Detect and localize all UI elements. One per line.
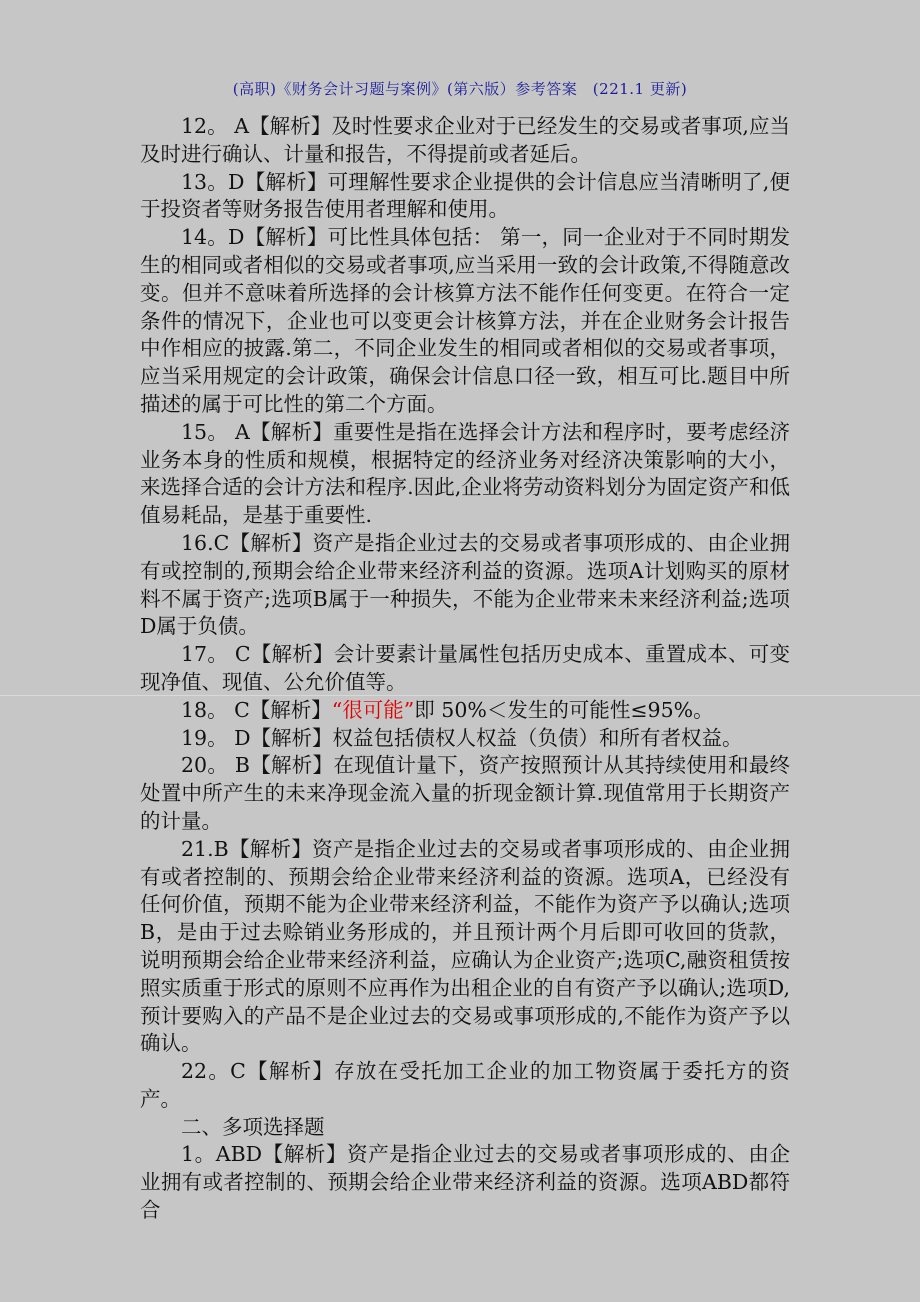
answer-18-suffix: 即 50%＜发生的可能性≤95%。 bbox=[414, 697, 714, 722]
answer-21: 21.B【解析】资产是指企业过去的交易或者事项形成的、由企业拥有或者控制的、预期会给企业带来经济利益的资源。选项A，已经没有任何价值，预期不能为企业带来经济利益，不能作为资产予以确认;选项B，是由于过去赊销业务形成的，并且预计两个月后即可收回的货款，说明预期会给企业带来经济利益，应确认为企业资产;选项C,融资租赁按照实质重于形式的原则不应再作为出租企业的自有资产予以确认;选项D,预计要购入的产品不是企业过去的交易或事项形成的,不能作为资产予以确认。 bbox=[140, 836, 790, 1056]
answer-18-highlight: “很可能” bbox=[331, 697, 415, 722]
answer-16: 16.C【解析】资产是指企业过去的交易或者事项形成的、由企业拥有或控制的,预期会给企业带来经济利益的资源。选项A计划购买的原材料不属于资产;选项B属于一种损失，不能为企业带来未来经济利益;选项D属于负债。 bbox=[140, 530, 790, 639]
answer-13: 13。D【解析】可理解性要求企业提供的会计信息应当清晰明了,便于投资者等财务报告使用者理解和使用。 bbox=[140, 169, 790, 222]
page-header: (高职)《财务会计习题与案例》(第六版）参考答案 (221.1 更新) bbox=[232, 80, 688, 98]
page-divider-line bbox=[0, 695, 920, 696]
document-body bbox=[140, 113, 790, 1225]
answer-18 bbox=[140, 697, 790, 725]
answer-20: 20。 B【解析】在现值计量下，资产按照预计从其持续使用和最终处置中所产生的未来净现金流入量的折现金额计算.现值常用于长期资产的计量。 bbox=[140, 753, 790, 833]
answer-19: 19。 D【解析】权益包括债权人权益（负债）和所有者权益。 bbox=[181, 725, 743, 750]
answer-17: 17。 C【解析】会计要素计量属性包括历史成本、重置成本、可变现净值、现值、公允价值等。 bbox=[140, 642, 790, 694]
answer-12: 12。 A【解析】及时性要求企业对于已经发生的交易或者事项,应当及时进行确认、计量和报告，不得提前或者延后。 bbox=[140, 114, 790, 166]
multi-answer-1: 1。ABD【解析】资产是指企业过去的交易或者事项形成的、由企业拥有或者控制的、预期会给企业带来经济利益的资源。选项ABD都符合 bbox=[140, 1142, 790, 1223]
answer-22: 22。C【解析】存放在受托加工企业的加工物资属于委托方的资产。 bbox=[140, 1059, 790, 1111]
answer-18-prefix: 18。 C【解析】 bbox=[181, 697, 332, 722]
section-heading-multiple-choice: 二、多项选择题 bbox=[181, 1114, 325, 1139]
answer-15: 15。 A【解析】重要性是指在选择会计方法和程序时，要考虑经济业务本身的性质和规模，根据特定的经济业务对经济决策影响的大小，来选择合适的会计方法和程序.因此,企业将劳动资料划分为固定资产和低值易耗品，是基于重要性. bbox=[140, 419, 790, 528]
answer-14: 14。D【解析】可比性具体包括： 第一，同一企业对于不同时期发生的相同或者相似的交易或者事项,应当采用一致的会计政策,不得随意改变。但并不意味着所选择的会计核算方法不能作任何变更。在符合一定条件的情况下，企业也可以变更会计核算方法，并在企业财务会计报告中作相应的披露.第二，不同企业发生的相同或者相似的交易或者事项，应当采用规定的会计政策，确保会计信息口径一致，相互可比.题目中所描述的属于可比性的第二个方面。 bbox=[140, 225, 790, 416]
